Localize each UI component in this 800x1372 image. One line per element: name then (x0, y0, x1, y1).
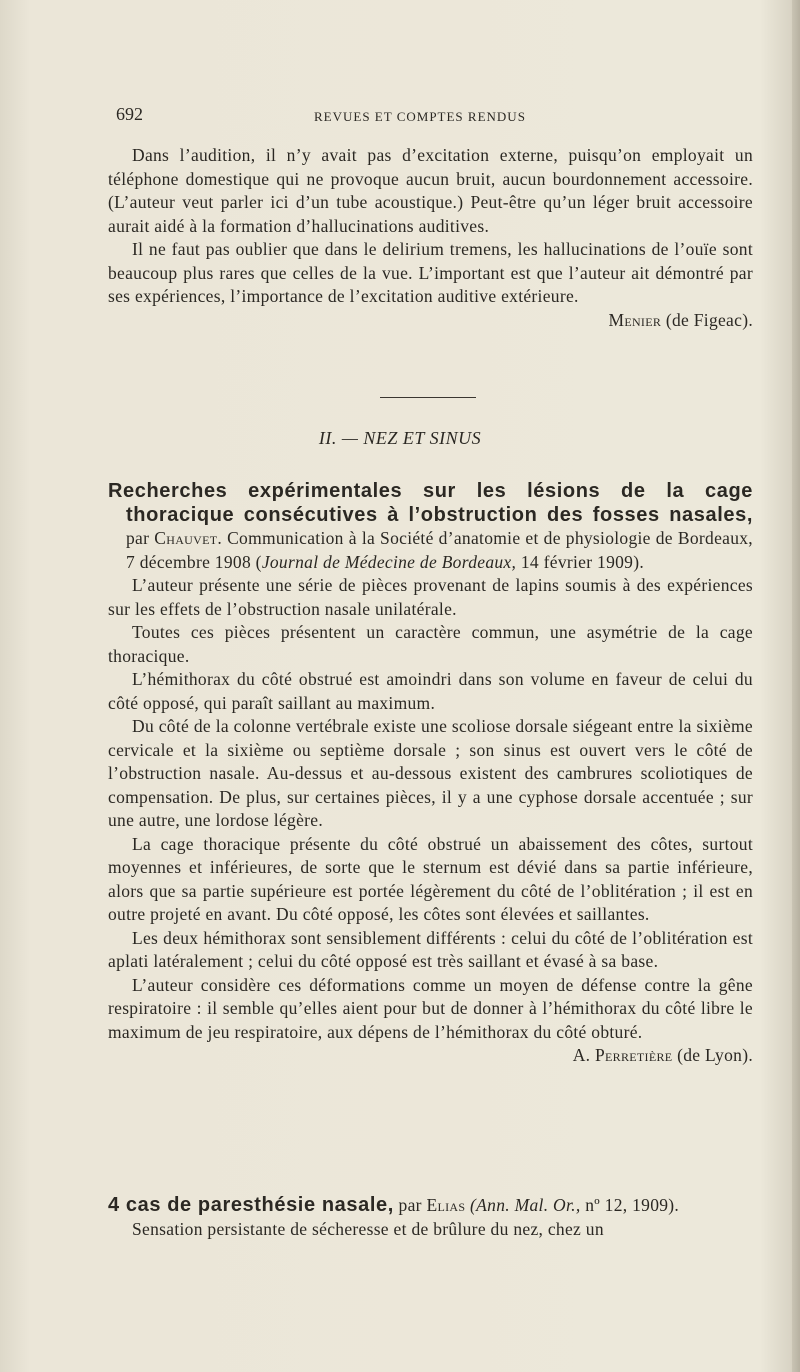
article-1-author: Chauvet. (154, 528, 223, 548)
article-1-citation (126, 528, 753, 572)
intro-signature (108, 309, 753, 333)
article-1-paragraph-4: Du côté de la colonne vertébrale existe une scoliose dorsale siégeant entre la sixième cervicale et la sixième ou septième dorsale ; son sinus est ouvert vers le côté de l’obstruction nasale. Au-dessus et au-dessous existent des cambrures scoliotiques de compensation. De plus, sur certaines pièces, il y a une cyphose dorsale accentuée ; sur une autre, une lordose légère. (108, 716, 753, 830)
running-head: REVUES ET COMPTES RENDUS (314, 109, 526, 124)
article-1-title: Recherches expérimentales sur les lésions de la cage thoracique consécutives à l’obstruction des fosses nasales, (108, 480, 753, 526)
article-1-paragraph-5: La cage thoracique présente du côté obstrué un abaissement des côtes, surtout moyennes et inférieures, de sorte que le sternum est dévié dans sa partie inférieure, alors que sa partie supérieure est portée légèrement du côté de l’oblitération ; il est en outre projeté en avant. Du côté opposé, les côtes sont élevées et saillantes. (108, 833, 753, 924)
article-2-first-line: Sensation persistante de sécheresse et de brûlure du nez, chez un (132, 1218, 604, 1239)
page-edge (792, 0, 800, 1372)
article-2-title: 4 cas de paresthésie nasale, (108, 1194, 394, 1216)
section-title: II. — NEZ ET SINUS (318, 428, 482, 448)
article-2-journal: (Ann. Mal. Or., (470, 1195, 581, 1215)
signature-name: Menier (608, 309, 662, 330)
article-1-paragraph-7: L’auteur considère ces déformations comme un moyen de défense contre la gêne respiratoire : il semble qu’elles aient pour but de donner à l’hémithorax du côté libre le maximum de jeu respiratoire, aux dépens de l’hémithorax du côté obturé. (108, 974, 753, 1042)
article-2-author: Elias (426, 1195, 466, 1215)
article-1-source: Communication à la Société d’anatomie et de physiologie de Bordeaux, 7 décembre 1908 ( (126, 528, 753, 572)
page-number: 692 (116, 104, 143, 124)
signature-place: (de Figeac). (665, 309, 753, 330)
article-1-journal: Journal de Médecine de Bordeaux, (261, 551, 517, 572)
article-1-signature-place: (de Lyon). (677, 1045, 753, 1065)
article-1-date: 14 février 1909). (520, 551, 645, 572)
intro-paragraph-1: Dans l’audition, il n’y avait pas d’excitation externe, puisqu’on employait un téléphone domestique qui ne provoque aucun bruit, aucun bourdonnement accessoire. (L’auteur veut parler ici d’un tube acoustique.) Peut-être qu’un léger bruit accessoire aurait aidé à la formation d’hallucinations auditives. (108, 145, 753, 236)
article-1-paragraph-6: Les deux hémithorax sont sensiblement différents : celui du côté de l’oblitération est aplati latéralement ; celui du côté opposé est très saillant et évasé à sa base. (108, 927, 753, 971)
section-divider (380, 397, 476, 398)
intro-paragraph-2: Il ne faut pas oublier que dans le delirium tremens, les hallucinations de l’ouïe sont beaucoup plus rares que celles de la vue. L’important est que l’auteur ait démontré par ses expériences, l’importance de l’excitation auditive extérieure. (108, 239, 753, 306)
article-1-paragraph-2: Toutes ces pièces présentent un caractère commun, une asymétrie de la cage thoracique. (108, 622, 753, 666)
article-1-paragraph-1: L’auteur présente une série de pièces provenant de lapins soumis à des expériences sur les effets de l’obstruction nasale unilatérale. (108, 575, 753, 619)
intro-section (108, 144, 753, 332)
article-1-signature (108, 1044, 753, 1068)
article-2 (108, 1194, 753, 1241)
article-1 (108, 480, 753, 1068)
article-2-heading (108, 1194, 753, 1218)
article-1-heading (108, 480, 753, 574)
by-word: par (126, 528, 150, 548)
article-1-paragraph-3: L’hémithorax du côté obstrué est amoindri dans son volume en faveur de celui du côté opposé, qui paraît saillant au maximum. (108, 669, 753, 713)
article-2-citation (399, 1195, 680, 1215)
article-1-signature-name: A. Perretière (572, 1045, 673, 1065)
by-word-2: par (398, 1195, 422, 1215)
page-header (116, 104, 756, 130)
article-2-date: nº 12, 1909). (585, 1195, 680, 1215)
